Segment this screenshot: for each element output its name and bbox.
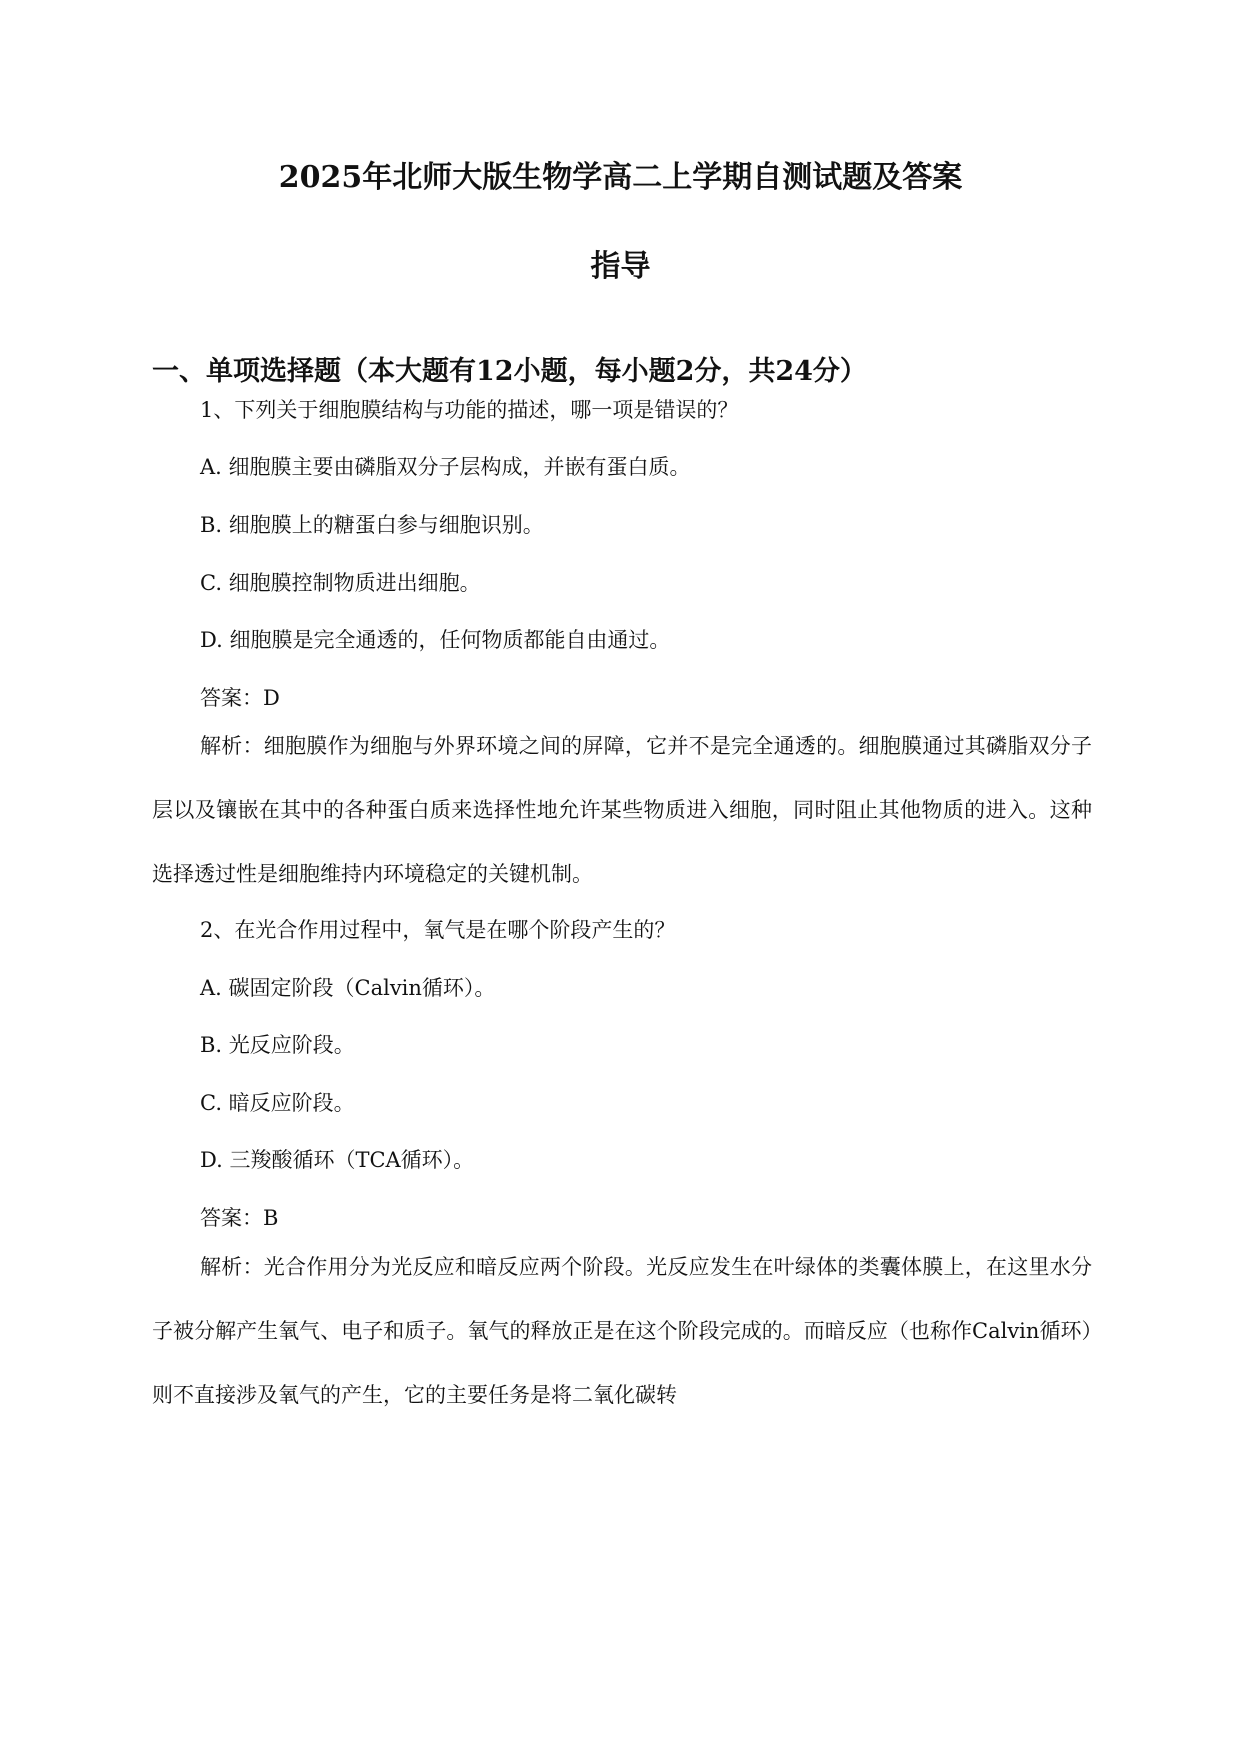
question-2-analysis: 解析：光合作用分为光反应和暗反应两个阶段。光反应发生在叶绿体的类囊体膜上，在这里水分子被分解产生氧气、电子和质子。氧气的释放正是在这个阶段完成的。而暗反应（也称作Calvin循环）则不直接涉及氧气的产生，它的主要任务是将二氧化碳转 xyxy=(152,1255,1092,1407)
question-1-option-c: C. 细胞膜控制物质进出细胞。 xyxy=(200,571,481,595)
question-2-stem: 2、在光合作用过程中，氧气是在哪个阶段产生的？ xyxy=(200,918,676,942)
question-2-option-a: A. 碳固定阶段（Calvin循环）。 xyxy=(200,976,496,1000)
question-1-analysis: 解析：细胞膜作为细胞与外界环境之间的屏障，它并不是完全通透的。细胞膜通过其磷脂双分子层以及镶嵌在其中的各种蛋白质来选择性地允许某些物质进入细胞，同时阻止其他物质的进入。这种选择透过性是细胞维持内环境稳定的关键机制。 xyxy=(152,734,1092,886)
question-2-answer: 答案：B xyxy=(200,1206,279,1230)
question-1-option-b: B. 细胞膜上的糖蛋白参与细胞识别。 xyxy=(200,513,544,537)
section-heading: 一、单项选择题（本大题有12小题，每小题2分，共24分） xyxy=(152,356,867,387)
question-2-option-d: D. 三羧酸循环（TCA循环）。 xyxy=(200,1148,475,1172)
question-1-answer: 答案：D xyxy=(200,686,280,710)
question-1-stem: 1、下列关于细胞膜结构与功能的描述，哪一项是错误的？ xyxy=(200,398,739,422)
question-2-option-b: B. 光反应阶段。 xyxy=(200,1033,355,1057)
question-2-option-c: C. 暗反应阶段。 xyxy=(200,1091,355,1115)
document-title-line-1: 2025年北师大版生物学高二上学期自测试题及答案 xyxy=(278,160,963,195)
document-title-line-2: 指导 xyxy=(590,249,651,284)
question-1-option-d: D. 细胞膜是完全通透的，任何物质都能自由通过。 xyxy=(200,628,671,652)
question-1-option-a: A. 细胞膜主要由磷脂双分子层构成，并嵌有蛋白质。 xyxy=(200,455,691,479)
